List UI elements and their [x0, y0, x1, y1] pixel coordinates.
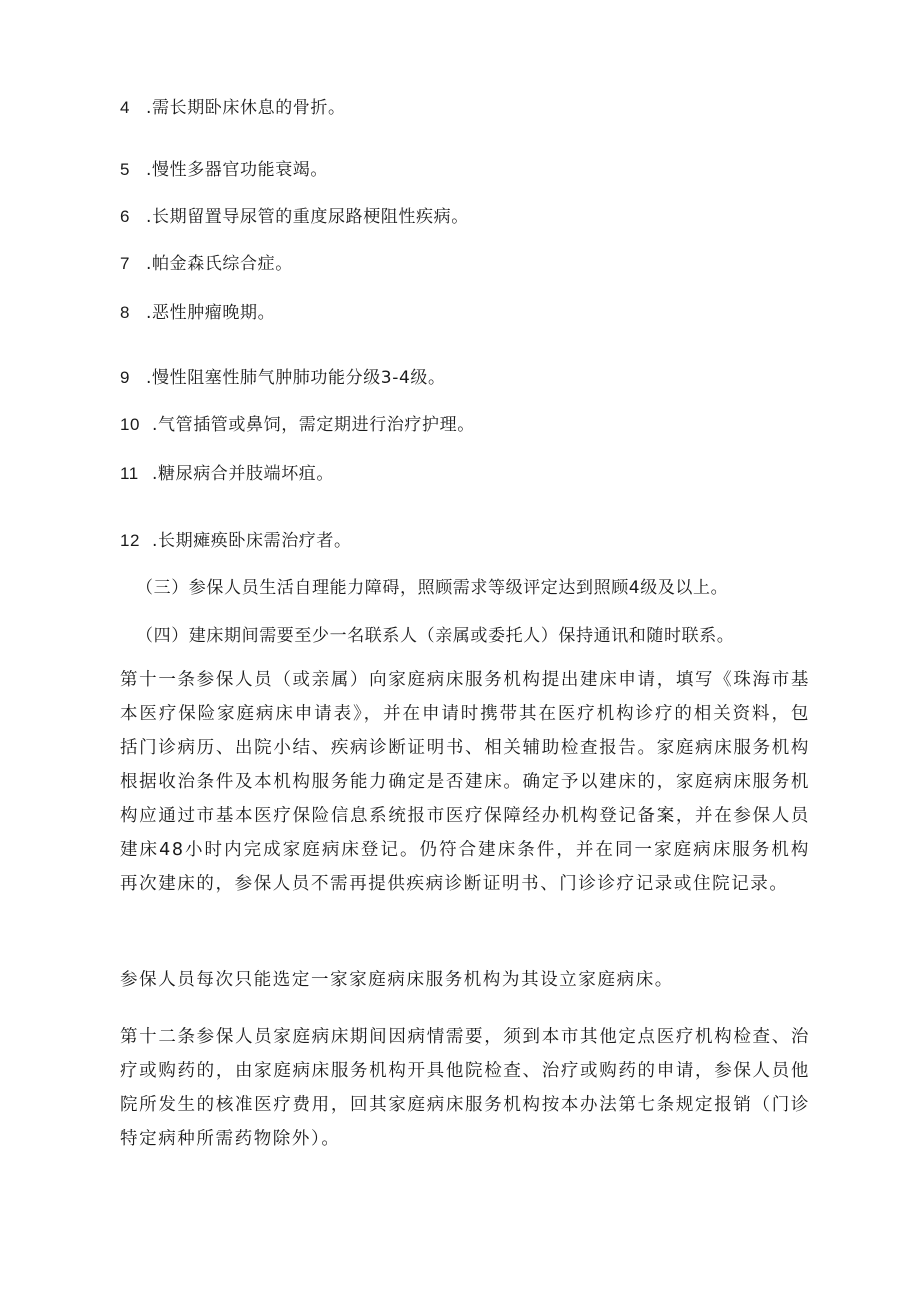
list-item: [120, 252, 293, 276]
list-item-text: .气管插管或鼻饲，需定期进行治疗护理。: [152, 415, 475, 435]
list-item-text: .长期瘫痪卧床需治疗者。: [152, 531, 352, 551]
list-item-number: 6: [120, 207, 131, 226]
list-item-text: .慢性阻塞性肺气肿肺功能分级3-4级。: [146, 368, 446, 388]
list-item-number: 7: [120, 254, 131, 273]
list-item: [120, 462, 334, 486]
article-twelve-paragraph: 第十二条参保人员家庭病床期间因病情需要，须到本市其他定点医疗机构检查、治疗或购药的，由家庭病床服务机构开具他院检查、治疗或购药的申请，参保人员他院所发生的核准医疗费用，回其家庭病床服务机构按本办法第七条规定报销（门诊特定病种所需药物除外）。: [120, 1027, 810, 1149]
sub-item-three: （三）参保人员生活自理能力障碍，照顾需求等级评定达到照顾4级及以上。: [136, 578, 729, 598]
list-item: [120, 413, 475, 437]
list-item-text: .糖尿病合并肢端坏疽。: [152, 464, 335, 484]
list-item-number: 8: [120, 303, 131, 322]
list-item-text: .需长期卧床休息的骨折。: [146, 98, 346, 118]
list-item-number: 4: [120, 98, 131, 117]
list-item-number: 5: [120, 160, 131, 179]
list-item-text: .长期留置导尿管的重度尿路梗阻性疾病。: [146, 207, 469, 227]
sub-item-four: （四）建床期间需要至少一名联系人（亲属或委托人）保持通讯和随时联系。: [136, 626, 735, 646]
list-item: [120, 301, 275, 325]
list-item-text: .慢性多器官功能衰竭。: [146, 160, 329, 180]
list-item-number: 10: [120, 415, 141, 434]
list-item: [120, 366, 446, 390]
list-item-number: 9: [120, 368, 131, 387]
article-eleven-paragraph: 第十一条参保人员（或亲属）向家庭病床服务机构提出建床申请，填写《珠海市基本医疗保险家庭病床申请表》，并在申请时携带其在医疗机构诊疗的相关资料，包括门诊病历、出院小结、疾病诊断证明书、相关辅助检查报告。家庭病床服务机构根据收治条件及本机构服务能力确定是否建床。确定予以建床的，家庭病床服务机构应通过市基本医疗保险信息系统报市医疗保障经办机构登记备案，并在参保人员建床48小时内完成家庭病床登记。仍符合建床条件，并在同一家庭病床服务机构再次建床的，参保人员不需再提供疾病诊断证明书、门诊诊疗记录或住院记录。: [120, 670, 810, 894]
article-eleven-note: 参保人员每次只能选定一家家庭病床服务机构为其设立家庭病床。: [120, 970, 674, 990]
list-item: [120, 158, 328, 182]
list-item-text: .帕金森氏综合症。: [146, 254, 293, 274]
list-item: [120, 205, 469, 229]
list-item-number: 11: [120, 464, 139, 483]
list-item: [120, 529, 352, 553]
list-item-number: 12: [120, 531, 141, 550]
list-item: [120, 96, 346, 120]
list-item-text: .恶性肿瘤晚期。: [146, 303, 276, 323]
